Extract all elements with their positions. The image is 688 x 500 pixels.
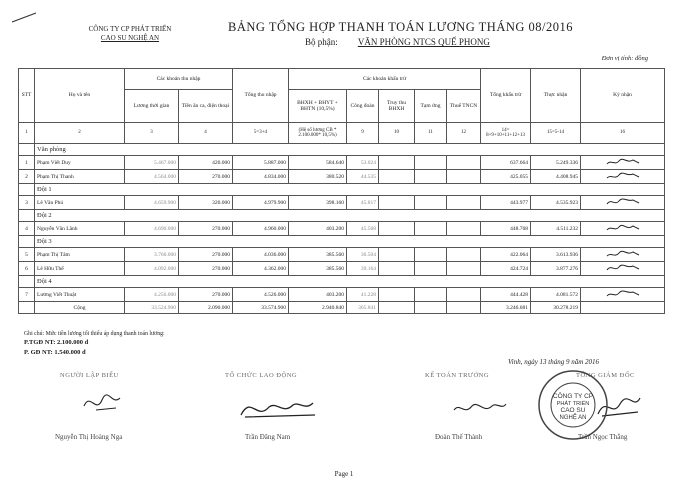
index-cell: 14= 8+9+10+11+12+13 (481, 123, 531, 144)
salary-cell: 5.467.000 (125, 156, 179, 170)
note-min-wage: Ghi chú: Mức tiền lương tối thiểu áp dụng thanh toán lương: (24, 331, 165, 337)
total-income-cell: 4.834.000 (233, 170, 289, 184)
stt-cell: 1 (19, 156, 35, 170)
insurance-cell: 380.520 (289, 170, 347, 184)
advance-cell (415, 302, 447, 314)
index-cell: 9 (347, 123, 379, 144)
arrears-cell (379, 262, 415, 276)
stt-cell: 3 (19, 196, 35, 210)
total-income-cell: 4.979.900 (233, 196, 289, 210)
sign-cell (581, 302, 665, 314)
company-line-1: CÔNG TY CP PHÁT TRIỂN (88, 25, 172, 33)
row-signature (605, 196, 641, 207)
arrears-cell (379, 170, 415, 184)
advance-cell (415, 156, 447, 170)
row-signature (605, 288, 641, 299)
insurance-cell: 385.560 (289, 262, 347, 276)
index-cell: 10 (379, 123, 415, 144)
stt-cell: 6 (19, 262, 35, 276)
role-labor: TỔ CHỨC LAO ĐỘNG (225, 372, 298, 379)
total-deduct-cell: 424.724 (481, 262, 531, 276)
index-cell: 12 (447, 123, 481, 144)
section-stt-cell (19, 210, 35, 222)
table-row (19, 170, 665, 184)
arrears-cell (379, 196, 415, 210)
table-row (19, 262, 665, 276)
total-income-cell: 4.036.000 (233, 248, 289, 262)
corner-scribble (10, 10, 40, 26)
row-signature (605, 262, 641, 273)
index-cell: (Hệ số lương CB * 2.100.000* 10,5%) (289, 123, 347, 144)
advance-cell (415, 196, 447, 210)
sign-cell (581, 196, 665, 210)
col-pit: Thuế TNCN (447, 90, 481, 123)
company-stamp (536, 368, 610, 442)
section-row (19, 144, 665, 156)
total-income-cell: 4.960.000 (233, 222, 289, 236)
union-cell: 41.228 (347, 288, 379, 302)
total-income-cell: 4.526.000 (233, 288, 289, 302)
union-cell: 39.164 (347, 262, 379, 276)
arrears-cell (379, 288, 415, 302)
payroll-table (18, 68, 665, 314)
signer-chief-accountant: Đoàn Thế Thành (435, 433, 483, 441)
sign-cell (581, 222, 665, 236)
total-deduct-cell: 448.768 (481, 222, 531, 236)
department-label: Bộ phận: (305, 37, 338, 47)
name-cell: Phạm Viết Duy (35, 156, 125, 170)
allowance-cell: 270.000 (179, 262, 233, 276)
pit-cell (447, 288, 481, 302)
signer-general-director: Trần Ngọc Thắng (578, 433, 628, 441)
stt-cell: 7 (19, 288, 35, 302)
col-sign: Ký nhận (581, 69, 665, 123)
sign-cell (581, 156, 665, 170)
total-income-cell: 5.887.000 (233, 156, 289, 170)
index-cell: 4 (179, 123, 233, 144)
stt-cell: 2 (19, 170, 35, 184)
index-cell: 2 (35, 123, 125, 144)
signer-preparer: Nguyễn Thị Hoàng Nga (55, 433, 123, 441)
col-total-deduct: Tổng khấu trừ (481, 69, 531, 123)
union-cell: 44.535 (347, 170, 379, 184)
document-title: BẢNG TỔNG HỢP THANH TOÁN LƯƠNG THÁNG 08/2016 (228, 20, 574, 34)
salary-cell: 4.092.000 (125, 262, 179, 276)
pit-cell (447, 222, 481, 236)
salary-cell: 4.564.000 (125, 170, 179, 184)
col-income-time: Lương thời gian (125, 90, 179, 123)
union-cell: 36.504 (347, 248, 379, 262)
allowance-cell: 270.000 (179, 170, 233, 184)
company-line-2: CAO SU NGHỆ AN (100, 33, 160, 42)
insurance-cell: 403.200 (289, 288, 347, 302)
allowance-cell: 2.090.000 (179, 302, 233, 314)
index-cell: 15=5-14 (531, 123, 581, 144)
sign-cell (581, 262, 665, 276)
section-label: Đội 3 (35, 236, 665, 248)
net-cell: 4.511.232 (531, 222, 581, 236)
insurance-cell: 398.160 (289, 196, 347, 210)
col-name: Họ và tên (35, 69, 125, 123)
index-row (19, 123, 665, 144)
row-signature (605, 170, 641, 181)
pit-cell (447, 262, 481, 276)
col-insurance: BHXH + BHYT + BHTN (10,5%) (289, 90, 347, 123)
total-row (19, 302, 665, 314)
table-row (19, 196, 665, 210)
row-signature (605, 222, 641, 233)
net-cell: 3.877.276 (531, 262, 581, 276)
salary-cell: 33.524.900 (125, 302, 179, 314)
pit-cell (447, 196, 481, 210)
role-preparer: NGƯỜI LẬP BIỂU (60, 372, 119, 379)
col-deduct-group: Các khoản khấu trừ (289, 69, 481, 90)
department-value: VĂN PHÒNG NTCS QUẾ PHONG (357, 37, 490, 47)
total-income-cell: 4.362.000 (233, 262, 289, 276)
stamp-seal (536, 368, 610, 442)
name-cell: Lê Hữu Thể (35, 262, 125, 276)
advance-cell (415, 222, 447, 236)
col-union: Công đoàn (347, 90, 379, 123)
index-cell: 1 (19, 123, 35, 144)
stt-cell (19, 302, 35, 314)
section-row (19, 184, 665, 196)
pit-cell (447, 248, 481, 262)
col-net: Thực nhận (531, 69, 581, 123)
table-row (19, 248, 665, 262)
stt-cell: 4 (19, 222, 35, 236)
section-label: Đội 2 (35, 210, 665, 222)
col-stt: STT (19, 69, 35, 123)
name-cell: Cộng (35, 302, 125, 314)
name-cell: Lương Viết Thuật (35, 288, 125, 302)
salary-cell: 4.690.000 (125, 222, 179, 236)
col-advance: Tạm ứng (415, 90, 447, 123)
advance-cell (415, 248, 447, 262)
signature-preparer (80, 388, 130, 418)
net-cell: 5.249.336 (531, 156, 581, 170)
arrears-cell (379, 302, 415, 314)
sign-cell (581, 248, 665, 262)
salary-cell: 4.659.900 (125, 196, 179, 210)
col-total-income: Tổng thu nhập (233, 69, 289, 123)
union-cell: 53.024 (347, 156, 379, 170)
index-cell: 11 (415, 123, 447, 144)
table-row (19, 156, 665, 170)
role-general-director: TỔNG GIÁM ĐỐC (576, 372, 635, 379)
net-cell: 4.535.923 (531, 196, 581, 210)
salary-cell: 4.256.000 (125, 288, 179, 302)
signature-chief-accountant (450, 396, 510, 420)
allowance-cell: 320.000 (179, 196, 233, 210)
net-cell: 3.613.936 (531, 248, 581, 262)
advance-cell (415, 170, 447, 184)
role-chief-accountant: KẾ TOÁN TRƯỞNG (425, 372, 490, 379)
col-income-group: Các khoản thu nhập (125, 69, 233, 90)
note-deputy-general: P.TGĐ NT: 2.100.000 đ (24, 339, 89, 347)
net-cell: 4.408.945 (531, 170, 581, 184)
section-row (19, 276, 665, 288)
section-stt-cell (19, 276, 35, 288)
union-cell: 45.817 (347, 196, 379, 210)
stamp-text-4: NGHỆ AN (559, 415, 587, 421)
section-label: Đội 4 (35, 276, 665, 288)
company-header (40, 25, 220, 43)
index-cell: 16 (581, 123, 665, 144)
page-footer: Page 1 (334, 470, 354, 478)
section-stt-cell (19, 236, 35, 248)
signer-labor: Trần Đăng Nam (245, 433, 291, 441)
department-line (305, 37, 490, 47)
index-cell: 3 (125, 123, 179, 144)
row-signature (605, 248, 641, 259)
advance-cell (415, 262, 447, 276)
section-stt-cell (19, 144, 35, 156)
section-label: Văn phòng (35, 144, 665, 156)
allowance-cell: 270.000 (179, 288, 233, 302)
signature-labor (235, 393, 325, 423)
name-cell: Lê Văn Phú (35, 196, 125, 210)
net-cell: 30.278.219 (531, 302, 581, 314)
insurance-cell: 2.940.840 (289, 302, 347, 314)
stamp-text-3: CAO SU (560, 407, 586, 414)
section-label: Đội 1 (35, 184, 665, 196)
total-deduct-cell: 3.246.681 (481, 302, 531, 314)
total-deduct-cell: 637.664 (481, 156, 531, 170)
pit-cell (447, 156, 481, 170)
insurance-cell: 385.560 (289, 248, 347, 262)
table-row (19, 288, 665, 302)
allowance-cell: 420.000 (179, 156, 233, 170)
allowance-cell: 270.000 (179, 222, 233, 236)
insurance-cell: 584.640 (289, 156, 347, 170)
union-cell: 45.568 (347, 222, 379, 236)
arrears-cell (379, 156, 415, 170)
advance-cell (415, 288, 447, 302)
arrears-cell (379, 248, 415, 262)
name-cell: Phạm Thị Thanh (35, 170, 125, 184)
arrears-cell (379, 222, 415, 236)
col-income-allow: Tiền ăn ca, điện thoại (179, 90, 233, 123)
stamp-text-2: PHÁT TRIỂN (556, 401, 590, 407)
pit-cell (447, 302, 481, 314)
total-income-cell: 33.574.900 (233, 302, 289, 314)
stt-cell: 5 (19, 248, 35, 262)
stamp-text-1: CÔNG TY CP (552, 393, 594, 400)
net-cell: 4.081.572 (531, 288, 581, 302)
index-cell: 5=3+4 (233, 123, 289, 144)
pit-cell (447, 170, 481, 184)
salary-cell: 3.766.000 (125, 248, 179, 262)
total-deduct-cell: 422.064 (481, 248, 531, 262)
name-cell: Phạm Thị Tâm (35, 248, 125, 262)
sign-cell (581, 170, 665, 184)
allowance-cell: 270.000 (179, 248, 233, 262)
section-row (19, 236, 665, 248)
table-row (19, 222, 665, 236)
unit-note: Đơn vị tính: đồng (601, 55, 648, 62)
union-cell: 305.841 (347, 302, 379, 314)
section-row (19, 210, 665, 222)
notes-block (24, 330, 165, 357)
row-signature (605, 156, 641, 167)
note-deputy-director: P. GĐ NT: 1.540.000 đ (24, 348, 86, 356)
section-stt-cell (19, 184, 35, 196)
total-deduct-cell: 444.428 (481, 288, 531, 302)
insurance-cell: 403.200 (289, 222, 347, 236)
name-cell: Nguyễn Văn Lãnh (35, 222, 125, 236)
total-deduct-cell: 443.977 (481, 196, 531, 210)
date-line: Vinh, ngày 13 tháng 9 năm 2016 (508, 358, 600, 366)
sign-cell (581, 288, 665, 302)
col-arrears: Truy thu BHXH (379, 90, 415, 123)
total-deduct-cell: 425.055 (481, 170, 531, 184)
